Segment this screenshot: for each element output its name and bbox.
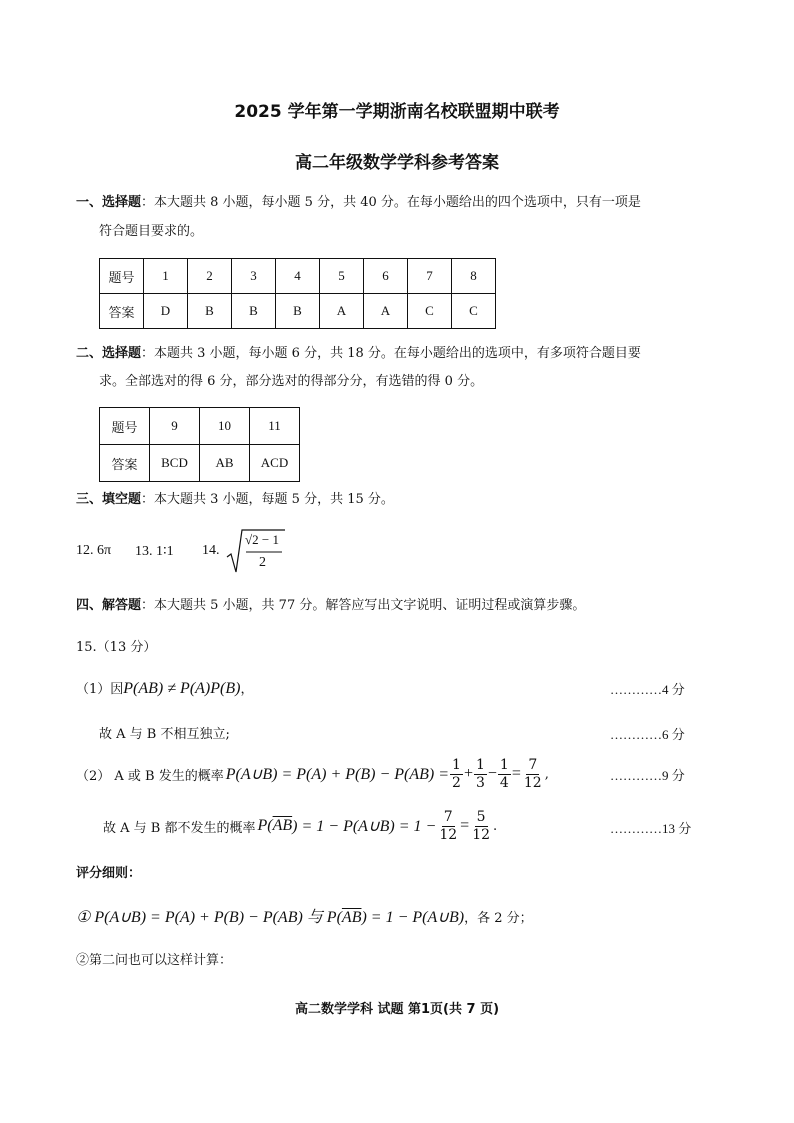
step1-points: …………4 分	[610, 682, 685, 697]
table-cell: B	[188, 294, 232, 329]
table-cell: 6	[364, 259, 408, 294]
step1-suffix: ，	[240, 682, 254, 697]
section2-text1: ：本题共 3 小题，每小题 6 分，共 18 分。在每小题给出的选项中，有多项符合题目要	[141, 346, 641, 361]
table-cell: 10	[200, 408, 250, 445]
scoring-item1	[76, 904, 533, 927]
scoring-item1-suffix: ，各 2 分；	[464, 911, 533, 926]
fraction-1-2: $\frac{1}{2}$	[452, 756, 461, 791]
table-cell: A	[320, 294, 364, 329]
table-label-question: 题号	[100, 259, 144, 294]
section2-line1	[76, 342, 641, 361]
section3-text: ：本大题共 3 小题，每题 5 分，共 15 分。	[141, 492, 394, 507]
table-label-answer: 答案	[100, 445, 150, 482]
answer-key-title: 高二年级数学学科参考答案	[295, 153, 499, 173]
step4-formula-a: P(	[257, 817, 273, 834]
fraction-1-4: $\frac{1}{4}$	[499, 756, 509, 791]
answer-14-label: 14.	[202, 543, 220, 558]
step3-prefix: （2） A 或 B 发生的概率	[76, 768, 224, 784]
table-cell: 9	[150, 408, 200, 445]
exam-title: 2025 学年第一学期浙南名校联盟期中联考	[234, 102, 560, 122]
step4-points: …………13 分	[610, 821, 692, 836]
table-cell: 3	[232, 259, 276, 294]
q15-step4: 故 A 与 B 都不发生的概率 P( $\overline{AB}$ ) = 1 − P(A∪B) = 1 − $\frac{7}{12}$ = $\frac{5}{12}$ .	[103, 808, 498, 843]
q15-step1	[76, 678, 253, 698]
step1-prefix: （1）因	[76, 682, 124, 697]
scoring-item1-formula-b: ) = 1 − P(A∪B)	[361, 909, 465, 926]
table-cell: B	[232, 294, 276, 329]
table-cell: B	[276, 294, 320, 329]
table-cell: 4	[276, 259, 320, 294]
fraction-1-3: $\frac{1}{3}$	[475, 756, 485, 791]
step4-formula-b: ) = 1 − P(A∪B) = 1 −	[292, 818, 437, 835]
table-cell: C	[408, 294, 452, 329]
q15-step2: 故 A 与 B 不相互独立;	[99, 727, 230, 742]
mc-answer-table	[99, 258, 496, 329]
fraction-7-12: $\frac{7}{12}$	[523, 756, 542, 791]
section3-line	[76, 488, 394, 507]
section1-text1: ：本大题共 8 小题，每小题 5 分，共 40 分。在每小题给出的四个选项中，只有一项是	[141, 195, 641, 210]
multi-answer-table	[99, 407, 300, 482]
q15-label: 15.（13 分）	[76, 640, 157, 655]
table-cell: BCD	[150, 445, 200, 482]
table-cell: C	[452, 294, 496, 329]
step4-prefix: 故 A 与 B 都不发生的概率	[103, 820, 256, 836]
section4-heading: 四、解答题	[76, 598, 142, 613]
scoring-item1-formula-a: ① P(A∪B) = P(A) + P(B) − P(AB) 与 P(	[76, 909, 342, 926]
q15-step3: （2） A 或 B 发生的概率 P(A∪B) = P(A) + P(B) − P(AB) = $\frac{1}{2}$ + $\frac{1}{3}$ − $\frac{1}{4}$ = $\frac{7}{12}$ ,	[76, 756, 549, 791]
section2-text2: 求。全部选对的得 6 分，部分选对的得部分分，有选错的得 0 分。	[99, 374, 484, 389]
question-row	[100, 408, 300, 445]
section1-heading: 一、选择题	[76, 195, 142, 210]
step4-formula-overbar: $\overline{AB}$	[272, 817, 293, 834]
answer-13: 13. 1∶1	[135, 544, 174, 559]
step3-formula: P(A∪B) = P(A) + P(B) − P(AB) =	[225, 766, 450, 783]
section1-text2: 符合题目要求的。	[99, 224, 204, 239]
section4-line	[76, 594, 585, 613]
section4-text: ：本大题共 5 小题，共 77 分。解答应写出文字说明、证明过程或演算步骤。	[141, 598, 586, 613]
table-cell: 11	[250, 408, 300, 445]
answer-14-denominator: 2	[259, 555, 266, 570]
scoring-heading: 评分细则：	[76, 866, 142, 881]
table-cell: 2	[188, 259, 232, 294]
table-cell: 8	[452, 259, 496, 294]
scoring-item1-overbar: $\overline{AB}$	[341, 909, 362, 926]
step2-points: …………6 分	[610, 727, 685, 742]
table-label-answer: 答案	[100, 294, 144, 329]
section1-line1	[76, 191, 641, 210]
table-cell: AB	[200, 445, 250, 482]
answer-14-numerator: √2 − 1	[245, 532, 279, 547]
table-label-question: 题号	[100, 408, 150, 445]
answer-row	[100, 445, 300, 482]
answer-row	[100, 294, 496, 329]
page-footer: 高二数学学科 试题 第1页(共 7 页)	[294, 1002, 500, 1017]
question-row	[100, 259, 496, 294]
answer-12: 12. 6π	[76, 543, 112, 558]
section2-heading: 二、选择题	[76, 346, 142, 361]
table-cell: A	[364, 294, 408, 329]
table-cell: D	[144, 294, 188, 329]
step3-points: …………9 分	[610, 768, 685, 783]
fraction-7-12: $\frac{7}{12}$	[439, 808, 458, 843]
table-cell: 1	[144, 259, 188, 294]
table-cell: 5	[320, 259, 364, 294]
scoring-item2: ②第二问也可以这样计算：	[76, 953, 233, 968]
section3-heading: 三、填空题	[76, 492, 142, 507]
table-cell: 7	[408, 259, 452, 294]
table-cell: ACD	[250, 445, 300, 482]
answer-14-expression	[226, 527, 286, 575]
fraction-5-12: $\frac{5}{12}$	[472, 808, 491, 843]
step1-formula: P(AB) ≠ P(A)P(B)	[123, 680, 241, 697]
